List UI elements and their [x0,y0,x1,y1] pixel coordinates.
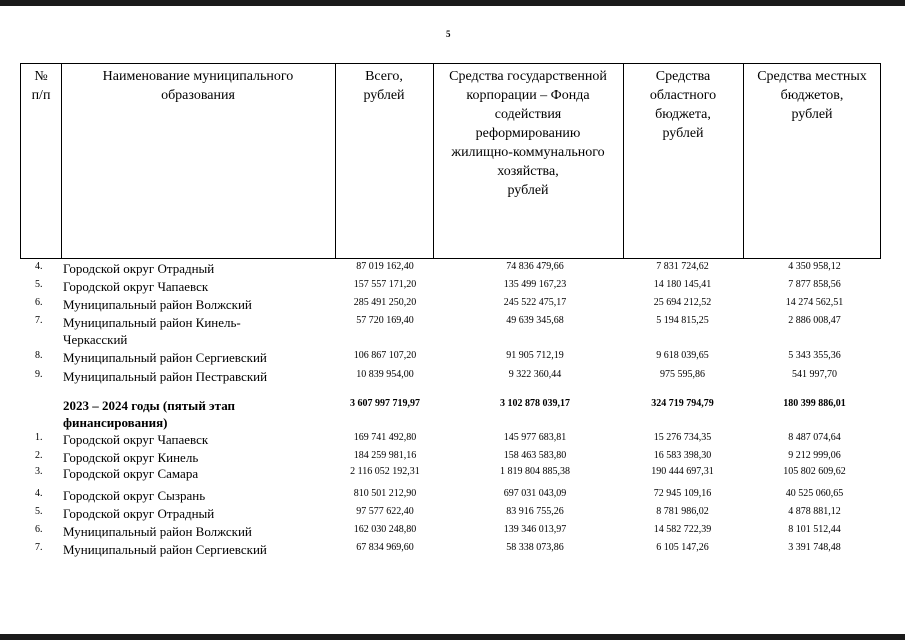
row-name: Городской округ Отрадный [63,506,215,521]
header-local: Средства местных бюджетов, рублей [757,69,867,122]
row-name: Муниципальный район Сергиевский [63,542,267,557]
row-number: 4. [35,488,43,499]
row-name: Муниципальный район Волжский [63,297,252,312]
row-name: Городской округ Чапаевск [63,279,209,294]
column-divider [433,63,434,259]
row-local: 14 274 562,51 [785,297,844,308]
header-num: № п/п [31,69,51,103]
row-regional: 72 945 109,16 [653,488,712,499]
row-fund: 145 977 683,81 [503,432,567,443]
row-fund: 58 338 073,86 [506,542,564,553]
row-name: Муниципальный район Кинель-Черкасский [63,315,241,347]
row-fund: 83 916 755,26 [506,506,564,517]
row-fund: 74 836 479,66 [506,261,564,272]
row-number: 6. [35,524,43,535]
header-name: Наименование муниципального образования [102,69,294,103]
row-fund: 245 522 475,17 [503,297,567,308]
row-fund: 697 031 043,09 [503,488,567,499]
row-total: 67 834 969,60 [356,542,414,553]
row-regional: 8 781 986,02 [656,506,709,517]
row-local: 7 877 858,56 [788,279,841,290]
stage-regional: 324 719 794,79 [651,398,714,409]
row-name: Городской округ Самара [63,466,199,481]
row-number: 2. [35,450,43,461]
row-number: 3. [35,466,43,477]
row-local: 105 802 609,62 [783,466,846,477]
row-regional: 25 694 212,52 [653,297,712,308]
row-fund: 9 322 360,44 [508,369,562,380]
row-number: 4. [35,261,43,272]
row-number: 1. [35,432,43,443]
row-total: 184 259 981,16 [353,450,417,461]
header-total: Всего, рублей [363,69,405,103]
row-regional: 9 618 039,65 [656,350,709,361]
row-regional: 975 595,86 [660,369,705,380]
row-local: 8 101 512,44 [788,524,841,535]
row-name: Городской округ Отрадный [63,261,215,276]
row-total: 285 491 250,20 [353,297,417,308]
page-number: 5 [446,29,451,39]
row-number: 7. [35,315,43,326]
row-fund: 1 819 804 885,38 [500,466,570,477]
row-number: 5. [35,279,43,290]
row-total: 10 839 954,00 [356,369,414,380]
row-regional: 7 831 724,62 [656,261,709,272]
row-name: Городской округ Сызрань [63,488,206,503]
column-divider [743,63,744,259]
row-local: 3 391 748,48 [788,542,841,553]
row-total: 87 019 162,40 [356,261,414,272]
row-total: 57 720 169,40 [356,315,414,326]
row-fund: 158 463 583,80 [503,450,567,461]
row-local: 5 343 355,36 [788,350,841,361]
stage-local: 180 399 886,01 [783,398,846,409]
row-number: 7. [35,542,43,553]
row-local: 9 212 999,06 [788,450,841,461]
stage-total: 3 607 997 719,97 [350,398,420,409]
row-local: 8 487 074,64 [788,432,841,443]
column-divider [335,63,336,259]
row-regional: 14 180 145,41 [653,279,712,290]
row-total: 2 116 052 192,31 [350,466,420,477]
row-fund: 139 346 013,97 [503,524,567,535]
row-total: 106 867 107,20 [353,350,417,361]
stage-fund: 3 102 878 039,17 [500,398,570,409]
row-fund: 135 499 167,23 [503,279,567,290]
row-number: 9. [35,369,43,380]
row-total: 162 030 248,80 [353,524,417,535]
row-regional: 15 276 734,35 [653,432,712,443]
row-name: Городской округ Кинель [63,450,199,465]
header-regional: Средства областного бюджета, рублей [649,69,717,141]
row-local: 4 878 881,12 [788,506,841,517]
row-total: 157 557 171,20 [353,279,417,290]
row-regional: 5 194 815,25 [656,315,709,326]
row-regional: 190 444 697,31 [651,466,714,477]
row-number: 8. [35,350,43,361]
row-regional: 16 583 398,30 [653,450,712,461]
row-total: 169 741 492,80 [353,432,417,443]
row-local: 40 525 060,65 [785,488,844,499]
top-scan-border [0,0,905,6]
row-name: Городской округ Чапаевск [63,432,209,447]
row-fund: 49 639 345,68 [506,315,564,326]
row-regional: 14 582 722,39 [653,524,712,535]
header-fund: Средства государственной корпорации – Фонда содействия реформированию жилищно-коммунального хозяйства, рублей [449,69,607,198]
row-fund: 91 905 712,19 [506,350,564,361]
row-name: Муниципальный район Волжский [63,524,252,539]
row-local: 2 886 008,47 [788,315,841,326]
bottom-scan-border [0,634,905,640]
row-name: Муниципальный район Пестравский [63,369,268,384]
row-number: 5. [35,506,43,517]
column-divider [623,63,624,259]
stage-name: 2023 – 2024 годы (пятый этап финансирования) [63,398,236,430]
row-total: 810 501 212,90 [353,488,417,499]
row-regional: 6 105 147,26 [656,542,709,553]
row-local: 4 350 958,12 [788,261,841,272]
row-local: 541 997,70 [792,369,837,380]
row-total: 97 577 622,40 [356,506,414,517]
column-divider [61,63,62,259]
row-name: Муниципальный район Сергиевский [63,350,267,365]
row-number: 6. [35,297,43,308]
